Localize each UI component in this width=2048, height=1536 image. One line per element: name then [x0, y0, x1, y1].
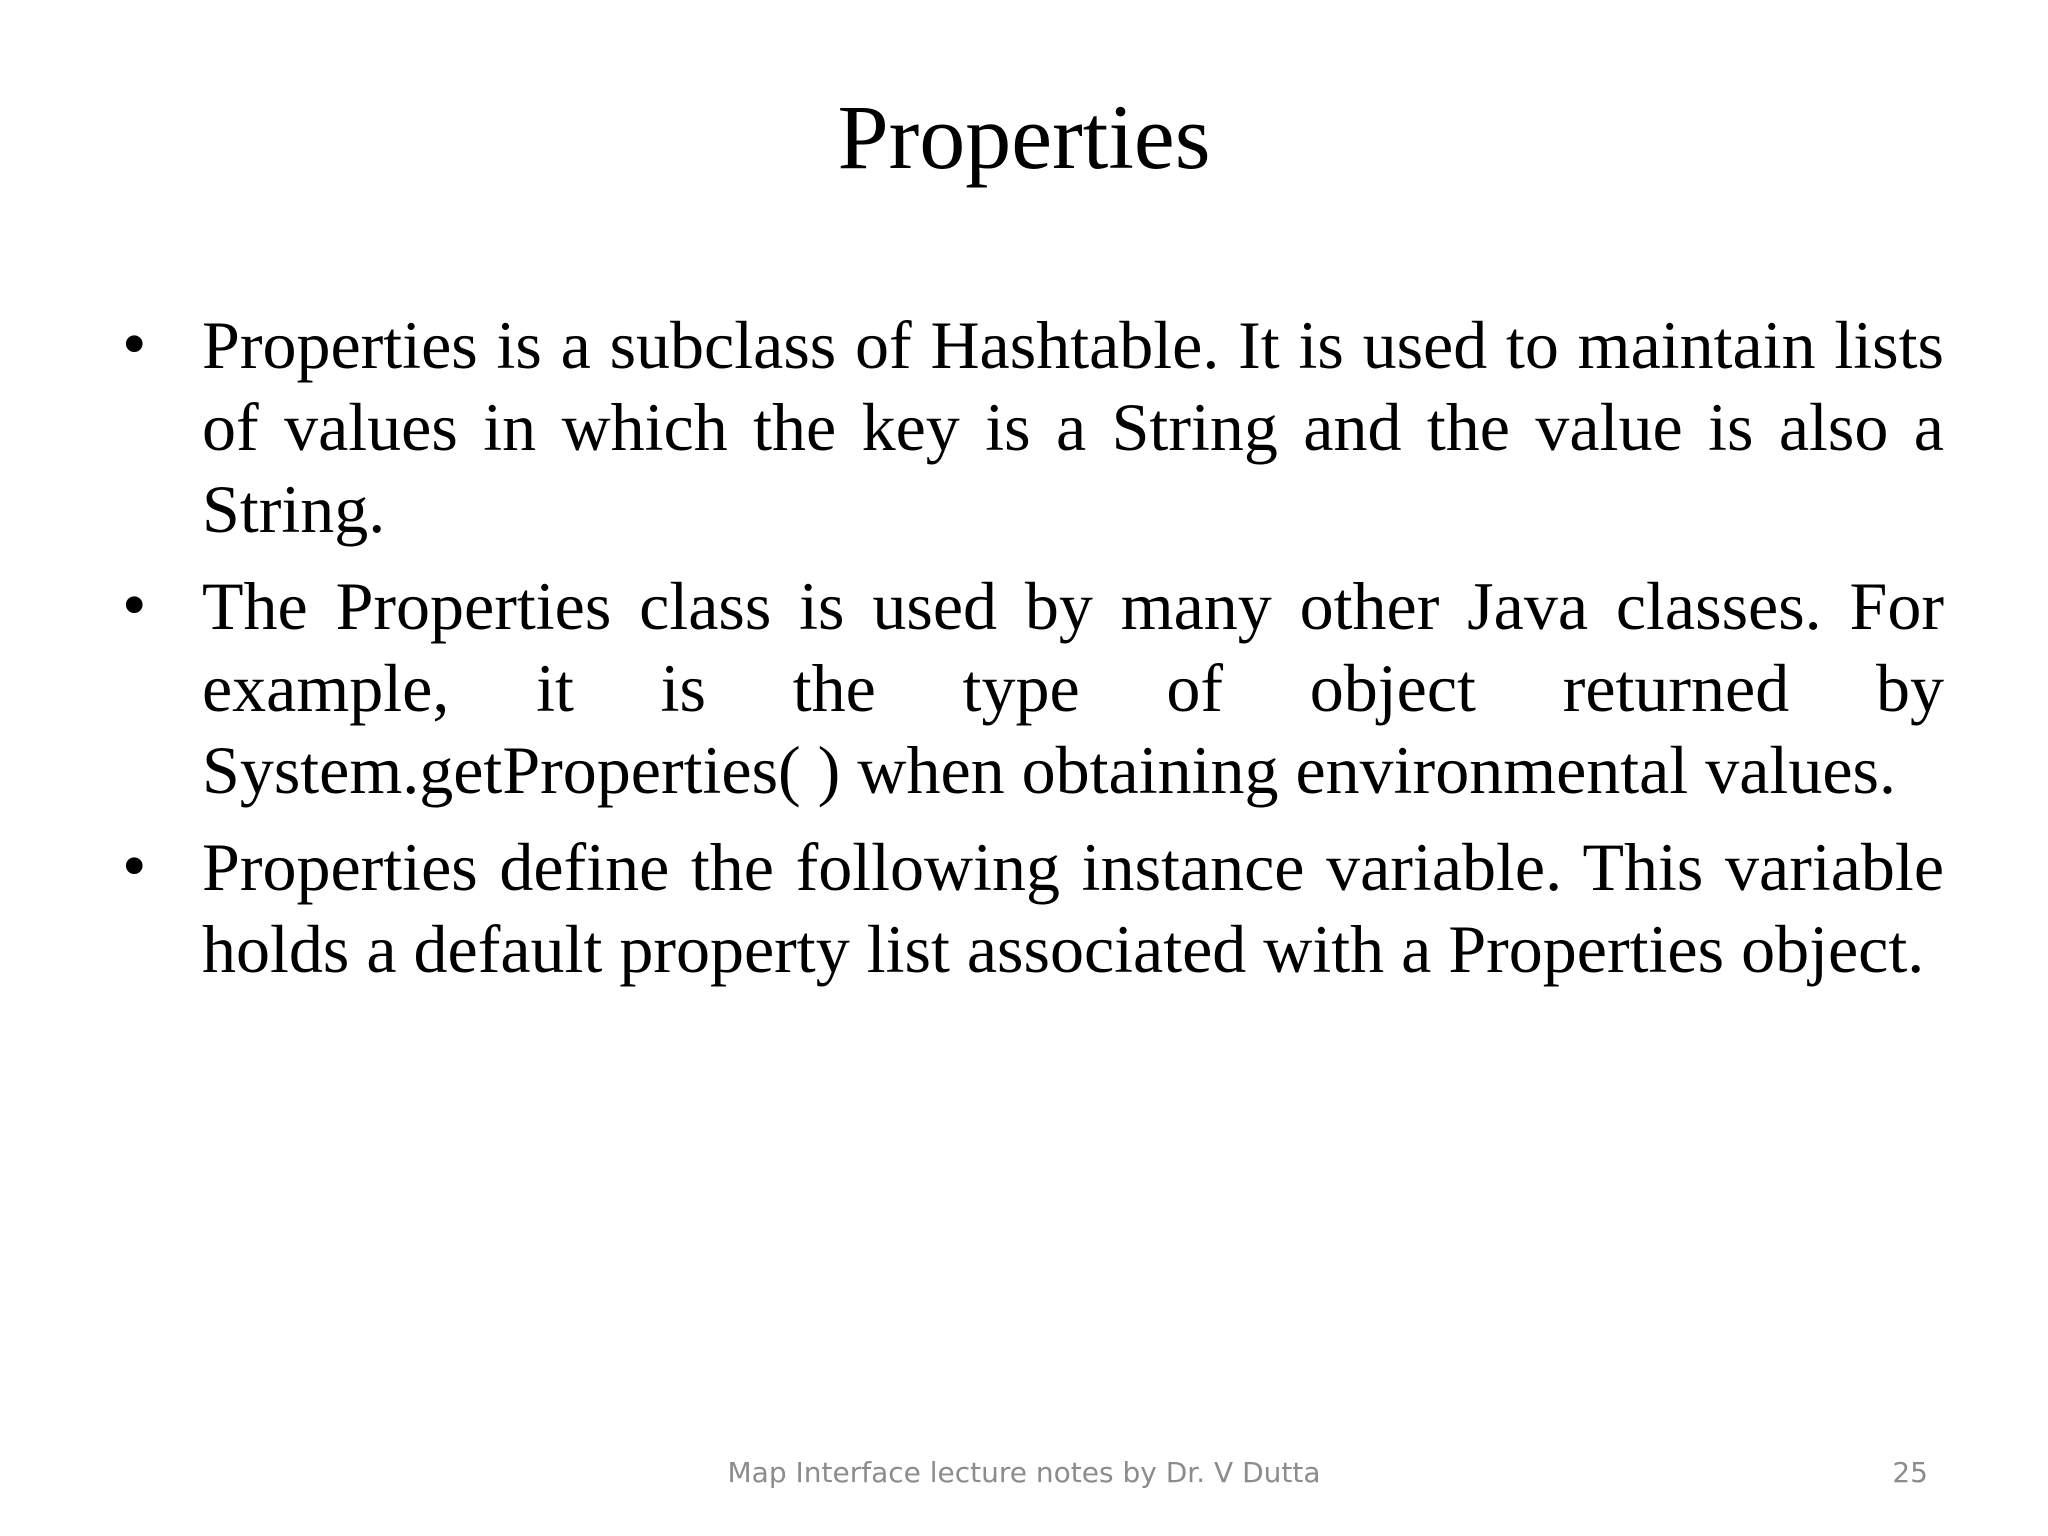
bullet-item [122, 826, 1944, 990]
bullet-text: Properties define the following instance variable. This variable holds a default property list associated with a Properties object. [202, 829, 1944, 987]
page-number: 25 [1892, 1456, 1928, 1489]
bullet-text: The Properties class is used by many other Java classes. For example, it is the type of object returned by System.getProperties( ) when obtaining environmental values. [202, 568, 1944, 808]
slide-footer: Map Interface lecture notes by Dr. V Dutta [727, 1456, 1321, 1489]
bullet-list [122, 304, 1944, 1005]
bullet-marker-icon: • [122, 306, 147, 383]
bullet-text: Properties is a subclass of Hashtable. It is used to maintain lists of values in which the key is a String and the value is also a String. [202, 307, 1944, 547]
slide-title: Properties [837, 86, 1211, 188]
bullet-item [122, 565, 1944, 811]
bullet-item [122, 304, 1944, 550]
bullet-marker-icon: • [122, 567, 147, 644]
bullet-marker-icon: • [122, 828, 147, 905]
